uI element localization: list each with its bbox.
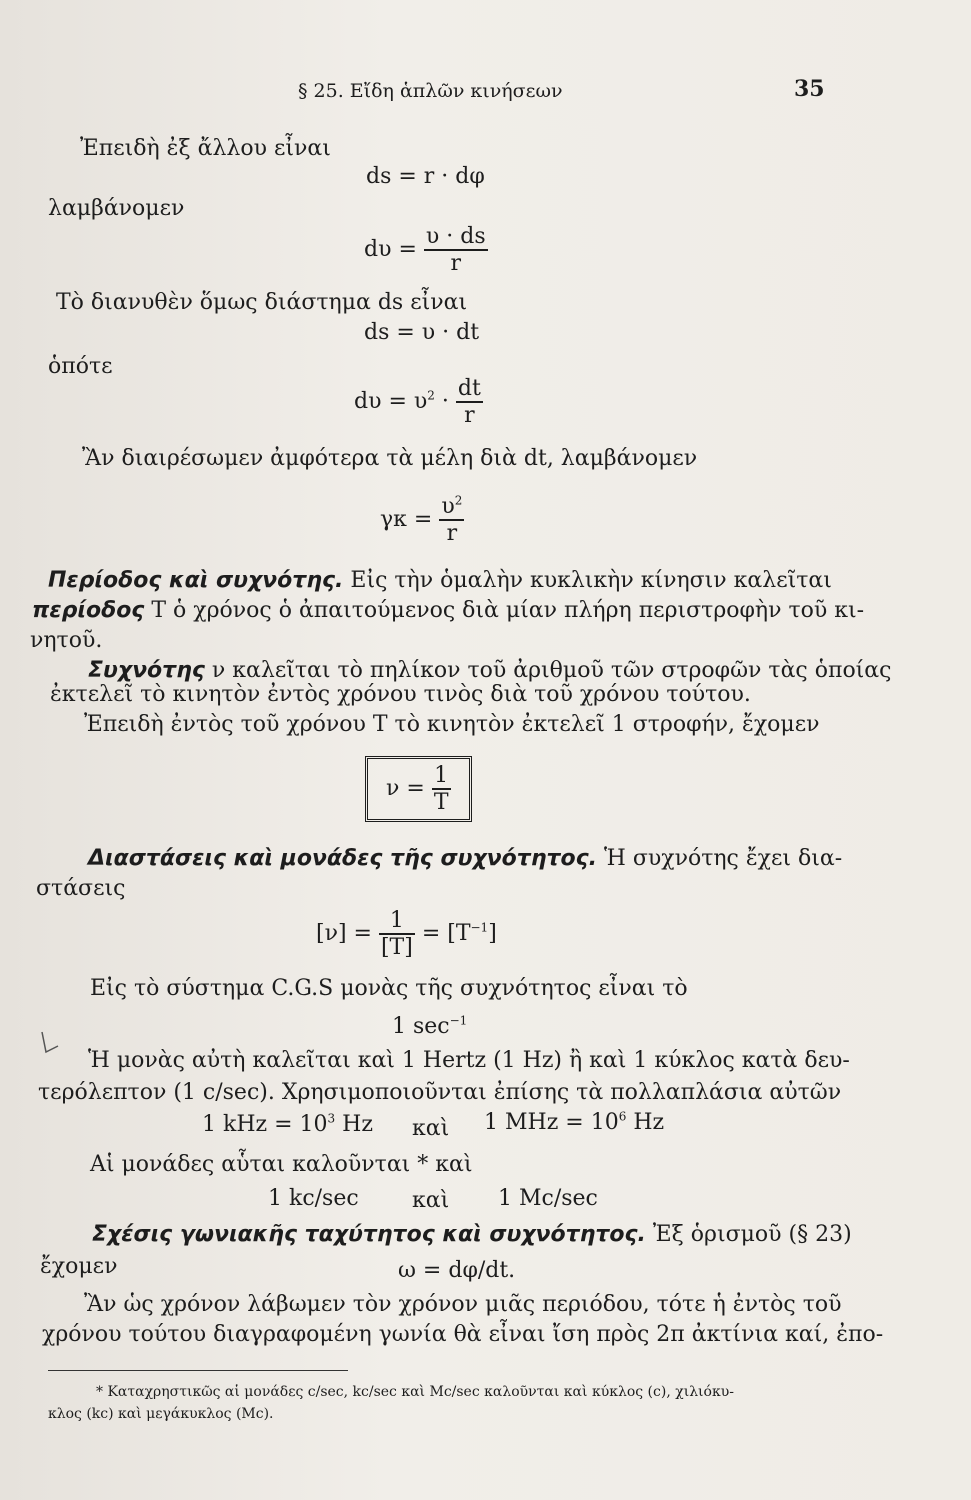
denominator: T [433, 790, 449, 815]
running-header: § 25. Εἴδη ἁπλῶν κινήσεων [298, 80, 563, 102]
numerator: dt [457, 376, 481, 401]
eq-left: ν = [386, 776, 425, 801]
paragraph-line: Εἰς τὸ σύστημα C.G.S μονὰς τῆς συχνότητος εἶναι τὸ [90, 976, 688, 1001]
eq-unit: Hz [335, 1112, 373, 1137]
denominator: [T] [380, 935, 413, 960]
section-heading: Σχέσις γωνιακῆς ταχύτητος καὶ συχνότητος. [92, 1222, 646, 1247]
paragraph-line: ἐκτελεῖ τὸ κινητὸν ἐντὸς χρόνου τινὸς διὰ τοῦ χρόνου τούτου. [50, 682, 751, 707]
eq-close: ] [488, 921, 497, 946]
paragraph-line: τερόλεπτον (1 c/sec). Χρησιμοποιοῦνται ἐπίσης τὰ πολλαπλάσια αὐτῶν [38, 1080, 842, 1105]
conjunction: καὶ [412, 1188, 450, 1213]
equation-omega: ω = dφ/dt. [398, 1258, 516, 1283]
eq-left: [ν] = [316, 921, 372, 946]
paragraph-line [32, 596, 864, 626]
footnote-rule [48, 1370, 348, 1371]
eq-left: dυ = [364, 237, 417, 262]
page-number: 35 [794, 76, 825, 102]
equation-khz [202, 1112, 373, 1137]
eq-left: dυ = υ [354, 389, 428, 414]
paragraph-line: στάσεις [36, 876, 126, 901]
paragraph-line: Ἐπειδὴ ἐντὸς τοῦ χρόνου T τὸ κινητὸν ἐκτελεῖ 1 στροφήν, ἔχομεν [84, 712, 820, 737]
section-heading: Διαστάσεις καὶ μονάδες τῆς συχνότητος. [88, 846, 598, 871]
conjunction: καὶ [412, 1116, 450, 1141]
equation-mhz [484, 1110, 664, 1135]
equation-sec [392, 1014, 467, 1039]
paragraph-line: Αἱ μονάδες αὗται καλοῦνται * καὶ [90, 1152, 473, 1177]
eq-left: γκ = [380, 507, 433, 532]
footnote-line: * Καταχρηστικῶς αἱ μονάδες c/sec, kc/sec καὶ Mc/sec καλοῦνται καὶ κύκλος (c), χιλιόκυ- [96, 1384, 734, 1400]
numerator: υ · ds [425, 224, 486, 249]
paragraph-line [92, 1220, 852, 1250]
exponent: 3 [327, 1111, 336, 1126]
boxed-equation-frequency [365, 756, 472, 822]
paragraph-text: Εἰς τὴν ὁμαλὴν κυκλικὴν κίνησιν καλεῖται [343, 568, 832, 593]
fraction [439, 494, 464, 546]
unit-mc-sec: 1 Mc/sec [498, 1186, 598, 1211]
denominator: r [446, 521, 458, 546]
fraction [456, 376, 483, 428]
exponent: 2 [454, 493, 463, 508]
numerator: 1 [379, 908, 415, 935]
paragraph-line: χρόνου τούτου διαγραφομένη γωνία θὰ εἶναι ἴση πρὸς 2π ἀκτίνια καί, ἐπο- [42, 1322, 884, 1347]
eq-right: = [T [421, 921, 471, 946]
eq-body: 1 kHz = 10 [202, 1112, 328, 1137]
denominator: r [464, 403, 475, 428]
paragraph-line: Ἂν ὡς χρόνον λάβωμεν τὸν χρόνον μιᾶς περιόδου, τότε ἡ ἐντὸς τοῦ [84, 1292, 842, 1317]
equation-ds-v: ds = υ · dt [364, 320, 480, 345]
paragraph-text: Ἐξ ὁρισμοῦ (§ 23) [645, 1222, 852, 1247]
paragraph-line: Ἡ μονὰς αὐτὴ καλεῖται καὶ 1 Hertz (1 Hz) ἢ καὶ 1 κύκλος κατὰ δευ- [88, 1048, 850, 1073]
eq-body: 1 MHz = 10 [484, 1110, 619, 1135]
equation-dv [364, 224, 488, 276]
equation-dimensions [316, 908, 497, 960]
eq-body: 1 sec [392, 1014, 450, 1039]
paragraph-line [48, 566, 832, 596]
pencil-mark-icon [40, 1030, 60, 1060]
paragraph-line: νητοῦ. [30, 628, 103, 653]
section-heading: Περίοδος καὶ συχνότης. [48, 568, 344, 593]
exponent: −1 [449, 1013, 468, 1028]
term-period: περίοδος [32, 598, 145, 623]
paragraph-text: T ὁ χρόνος ὁ ἀπαιτούμενος διὰ μίαν πλήρη περιστροφὴν τοῦ κι- [144, 598, 865, 623]
paragraph-line: ἔχομεν [40, 1254, 118, 1279]
paragraph-text: ν καλεῖται τὸ πηλίκον τοῦ ἀριθμοῦ τῶν στροφῶν τὰς ὁποίας [204, 658, 892, 683]
eq-unit: Hz [626, 1110, 665, 1135]
exponent: −1 [470, 920, 489, 935]
paragraph-text: Ἡ συχνότης ἔχει δια- [597, 846, 843, 871]
exponent: 6 [618, 1109, 627, 1124]
eq-dot: · [434, 389, 449, 414]
text-line: Ἐπειδὴ ἐξ ἄλλου εἶναι [80, 136, 331, 161]
exponent: 2 [427, 388, 435, 403]
footnote-line: κλος (kc) καὶ μεγάκυκλος (Mc). [48, 1406, 274, 1422]
equation-centripetal [380, 494, 464, 546]
text-line: ὁπότε [48, 354, 113, 379]
paragraph-line [88, 844, 842, 874]
fraction [424, 224, 488, 276]
unit-kc-sec: 1 kc/sec [268, 1186, 359, 1211]
numerator-base: υ [441, 494, 455, 519]
fraction [432, 763, 451, 815]
text-line: Τὸ διανυθὲν ὅμως διάστημα ds εἶναι [56, 290, 468, 315]
denominator: r [450, 251, 462, 276]
equation-dv-v2 [354, 376, 483, 428]
fraction [379, 908, 415, 960]
text-line: λαμβάνομεν [48, 196, 185, 221]
text-line: Ἂν διαιρέσωμεν ἀμφότερα τὰ μέλη διὰ dt, λαμβάνομεν [82, 446, 698, 471]
equation-ds-r: ds = r · dφ [366, 164, 485, 189]
term-frequency: Συχνότης [88, 658, 205, 683]
numerator [439, 494, 464, 521]
numerator: 1 [432, 763, 451, 790]
